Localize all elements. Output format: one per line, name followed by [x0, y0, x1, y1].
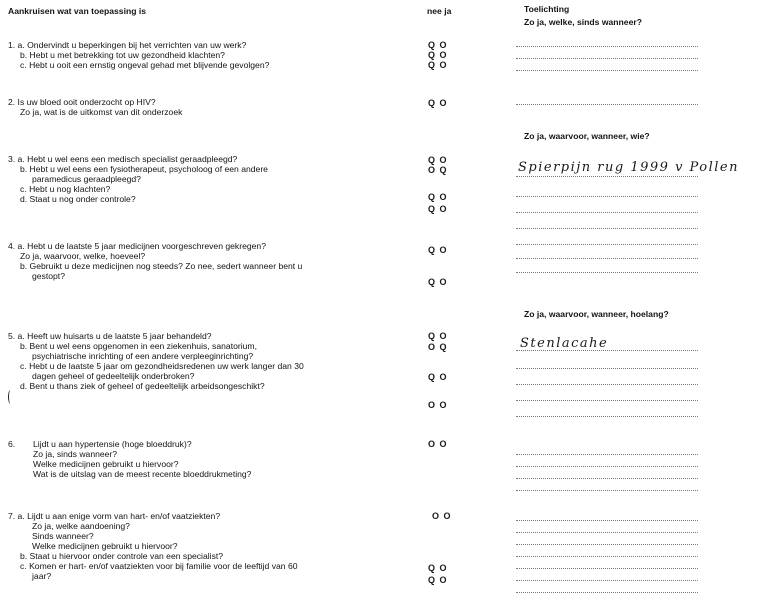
handwritten-answer-q5: Stenlacahe [520, 336, 609, 351]
question-6-number: 6. [8, 439, 16, 449]
question-line: Zo ja, waarvoor, welke, hoeveel? [20, 251, 146, 261]
margin-mark [8, 390, 13, 404]
question-line: 5. a. Heeft uw huisarts u de laatste 5 jaar behandeld? [8, 331, 212, 341]
question-line: 1. a. Ondervindt u beperkingen bij het verrichten van uw werk? [8, 40, 247, 50]
question-line: d. Staat u nog onder controle? [20, 194, 136, 204]
question-line: dagen geheel of gedeeltelijk onderbroken? [32, 371, 195, 381]
question-6 [33, 439, 251, 479]
question-line: psychiatrische inrichting of een andere verpleeginrichting? [32, 351, 254, 361]
answer-radio-q7b[interactable]: Q O [428, 563, 448, 573]
answer-radio-q1c[interactable]: Q O [428, 60, 448, 70]
question-2 [8, 97, 182, 117]
answer-radio-q7c[interactable]: Q O [428, 575, 448, 585]
answer-line[interactable] [516, 478, 698, 479]
question-5 [8, 331, 304, 391]
question-line: paramedicus geraadpleegd? [32, 174, 141, 184]
answer-radio-q3a[interactable]: Q O [428, 155, 448, 165]
question-line: c. Komen er hart- en/of vaatziekten voor bij familie voor de leeftijd van 60 [20, 561, 298, 571]
answer-radio-q5d[interactable]: O O [428, 400, 448, 410]
question-line: 2. Is uw bloed ooit onderzocht op HIV? [8, 97, 156, 107]
answer-radio-q5c[interactable]: Q O [428, 372, 448, 382]
column-toelichting: Toelichting [524, 4, 570, 14]
answer-line[interactable] [516, 556, 698, 557]
answer-line[interactable] [516, 490, 698, 491]
question-line: 4. a. Hebt u de laatste 5 jaar medicijnen voorgeschreven gekregen? [8, 241, 266, 251]
answer-line[interactable] [516, 454, 698, 455]
question-line: Welke medicijnen gebruikt u hiervoor? [32, 541, 178, 551]
question-line: b. Gebruikt u deze medicijnen nog steeds? Zo nee, sedert wanneer bent u [20, 261, 303, 271]
question-line: c. Hebt u ooit een ernstig ongeval gehad met blijvende gevolgen? [20, 60, 270, 70]
answer-radio-q5b[interactable]: O Q [428, 342, 448, 352]
answer-line[interactable] [516, 532, 698, 533]
answer-radio-q4a[interactable]: Q O [428, 245, 448, 255]
question-line: Zo ja, wat is de uitkomst van dit onderzoek [20, 107, 183, 117]
subheader-waarvoor-hoelang: Zo ja, waarvoor, wanneer, hoelang? [524, 309, 669, 319]
question-line: b. Hebt u met betrekking tot uw gezondheid klachten? [20, 50, 225, 60]
question-line: c. Hebt u nog klachten? [20, 184, 111, 194]
question-line: b. Hebt u wel eens een fysiotherapeut, psycholoog of een andere [20, 164, 268, 174]
answer-line[interactable] [516, 70, 698, 71]
answer-radio-q4b[interactable]: Q O [428, 277, 448, 287]
answer-radio-q5a[interactable]: Q O [428, 331, 448, 341]
answer-line[interactable] [516, 384, 698, 385]
question-line: c. Hebt u de laatste 5 jaar om gezondheidsredenen uw werk langer dan 30 [20, 361, 304, 371]
question-3 [8, 154, 268, 204]
column-nee-ja: nee ja [427, 6, 452, 16]
answer-line[interactable] [516, 176, 698, 177]
answer-line[interactable] [516, 228, 698, 229]
answer-radio-q3c[interactable]: Q O [428, 192, 448, 202]
answer-radio-q1a[interactable]: Q O [428, 40, 448, 50]
answer-line[interactable] [516, 400, 698, 401]
answer-line[interactable] [516, 580, 698, 581]
question-line: b. Staat u hiervoor onder controle van een specialist? [20, 551, 224, 561]
question-line: b. Bent u wel eens opgenomen in een ziekenhuis, sanatorium, [20, 341, 257, 351]
question-line: jaar? [32, 571, 52, 581]
question-line: 3. a. Hebt u wel eens een medisch specialist geraadpleegd? [8, 154, 238, 164]
question-line: Welke medicijnen gebruikt u hiervoor? [33, 459, 179, 469]
question-line: 7. a. Lijdt u aan enige vorm van hart- en/of vaatziekten? [8, 511, 221, 521]
question-line: Zo ja, sinds wanneer? [33, 449, 118, 459]
question-line: Wat is de uitslag van de meest recente bloeddrukmeting? [33, 469, 252, 479]
subheader-welke-sinds: Zo ja, welke, sinds wanneer? [524, 17, 642, 27]
answer-radio-q6[interactable]: O O [428, 439, 448, 449]
answer-line[interactable] [516, 544, 698, 545]
answer-line[interactable] [516, 568, 698, 569]
answer-line[interactable] [516, 212, 698, 213]
subheader-waarvoor-wie: Zo ja, waarvoor, wanneer, wie? [524, 131, 650, 141]
answer-radio-q2[interactable]: Q O [428, 98, 448, 108]
answer-line[interactable] [516, 58, 698, 59]
question-line: Sinds wanneer? [32, 531, 94, 541]
question-line: Zo ja, welke aandoening? [32, 521, 130, 531]
answer-line[interactable] [516, 244, 698, 245]
answer-radio-q1b[interactable]: Q O [428, 50, 448, 60]
answer-radio-q3b[interactable]: O Q [428, 165, 448, 175]
answer-line[interactable] [516, 46, 698, 47]
answer-radio-q3d[interactable]: Q O [428, 204, 448, 214]
question-line: Lijdt u aan hypertensie (hoge bloeddruk)? [33, 439, 192, 449]
answer-line[interactable] [516, 368, 698, 369]
answer-line[interactable] [516, 466, 698, 467]
handwritten-answer-q3: Spierpijn rug 1999 v Pollen [518, 160, 739, 175]
answer-line[interactable] [516, 520, 698, 521]
question-line: d. Bent u thans ziek of geheel of gedeeltelijk arbeidsongeschikt? [20, 381, 265, 391]
question-4 [8, 241, 302, 281]
answer-line[interactable] [516, 416, 698, 417]
answer-line[interactable] [516, 592, 698, 593]
form-instruction: Aankruisen wat van toepassing is [8, 6, 147, 16]
answer-line[interactable] [516, 196, 698, 197]
question-line: gestopt? [32, 271, 65, 281]
question-1 [8, 40, 269, 70]
answer-line[interactable] [516, 258, 698, 259]
answer-radio-q7a[interactable]: O O [432, 511, 452, 521]
question-7 [8, 511, 298, 581]
answer-line[interactable] [516, 104, 698, 105]
answer-line[interactable] [516, 272, 698, 273]
